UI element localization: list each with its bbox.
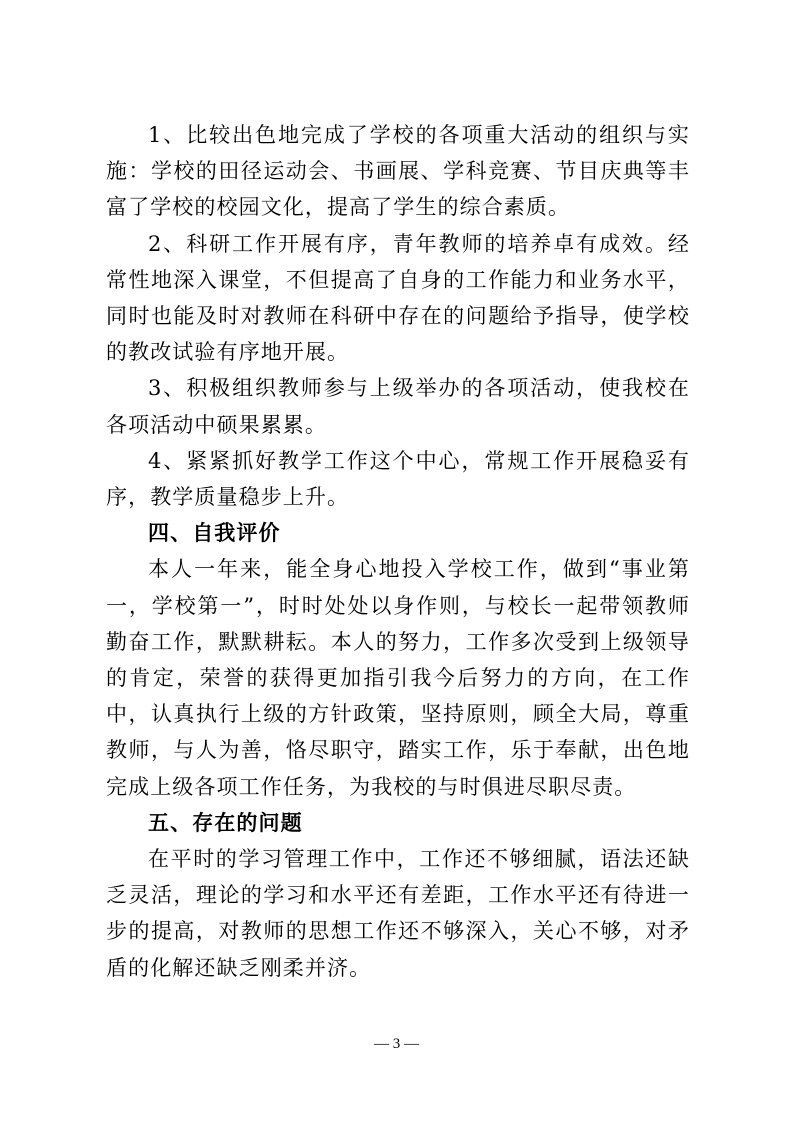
paragraph-achievement-3: 3、积极组织教师参与上级举办的各项活动，使我校在各项活动中硕果累累。 <box>106 376 690 437</box>
paragraph-achievement-1: 1、比较出色地完成了学校的各项重大活动的组织与实施：学校的田径运动会、书画展、学科竞赛、节目庆典等丰富了学校的校园文化，提高了学生的综合素质。 <box>106 123 690 220</box>
section-heading-problems: 五、存在的问题 <box>148 810 303 835</box>
document-body <box>106 117 690 986</box>
paragraph-achievement-4: 4、紧紧抓好教学工作这个中心，常规工作开展稳妥有序，教学质量稳步上升。 <box>106 448 690 510</box>
page-number: — 3 — <box>374 1036 419 1052</box>
section-heading-self-evaluation: 四、自我评价 <box>148 521 281 546</box>
paragraph-problems: 在平时的学习管理工作中，工作还不够细腻，语法还缺乏灵活，理论的学习和水平还有差距，工作水平还有待进一步的提高，对教师的思想工作还不够深入，关心不够，对矛盾的化解还缺乏刚柔并济。 <box>106 847 690 980</box>
paragraph-self-evaluation: 本人一年来，能全身心地投入学校工作，做到“事业第一，学校第一”，时时处处以身作则，与校长一起带领教师勤奋工作，默默耕耘。本人的努力，工作多次受到上级领导的肯定，荣誉的获得更加指引我今后努力的方向，在工作中，认真执行上级的方针政策，坚持原则，顾全大局，尊重教师，与人为善，恪尽职守，踏实工作，乐于奉献，出色地完成上级各项工作任务，为我校的与时俱进尽职尽责。 <box>106 557 690 799</box>
paragraph-achievement-2: 2、科研工作开展有序，青年教师的培养卓有成效。经常性地深入课堂，不但提高了自身的工作能力和业务水平，同时也能及时对教师在科研中存在的问题给予指导，使学校的教改试验有序地开展。 <box>106 231 690 365</box>
